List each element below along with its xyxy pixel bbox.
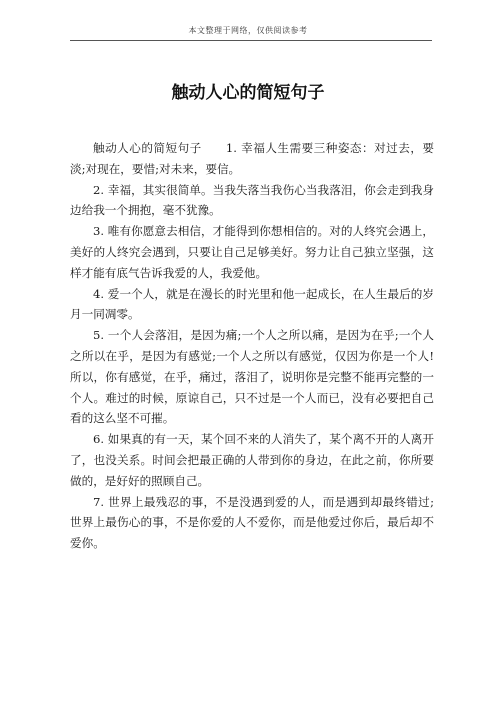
header-divider: [70, 40, 432, 41]
paragraph-6: 6. 如果真的有一天，某个回不来的人消失了，某个离不开的人离开了，也没关系。时间会把最正确的人带到你的身边，在此之前，你所要做的，是好好的照顾自己。: [70, 432, 434, 488]
paragraph-3: 3. 唯有你愿意去相信，才能得到你想相信的。对的人终究会遇上，美好的人终究会遇到，只要让自己足够美好。努力让自己独立坚强，这样才能有底气告诉我爱的人，我爱他。: [70, 224, 434, 280]
document-title: 触动人心的简短句子: [171, 83, 325, 103]
paragraph-7: 7. 世界上最残忍的事，不是没遇到爱的人，而是遇到却最终错过;世界上最伤心的事，不是你爱的人不爱你，而是他爱过你后，最后却不爱你。: [70, 494, 434, 551]
header-note: 本文整理于网络，仅供阅读参考: [188, 26, 308, 35]
paragraph-2: 2. 幸福，其实很简单。当我失落当我伤心当我落泪，你会走到我身边给我一个拥抱，毫不犹豫。: [70, 182, 434, 218]
paragraph-5: 5. 一个人会落泪，是因为痛;一个人之所以痛，是因为在乎;一个人之所以在乎，是因为有感觉;一个人之所以有感觉，仅因为你是一个人!所以，你有感觉，在乎，痛过，落泪了，说明你是完整不能再完整的一个人。难过的时候，原谅自己，只不过是一个人而已，没有必要把自己看的这么坚不可摧。: [70, 328, 434, 426]
paragraph-1: 触动人心的简短句子 1. 幸福人生需要三种姿态：对过去，要淡;对现在，要惜;对未来，要信。: [70, 141, 434, 176]
paragraph-4: 4. 爱一个人，就是在漫长的时光里和他一起成长，在人生最后的岁月一同凋零。: [70, 286, 434, 322]
document-body: [70, 138, 434, 554]
